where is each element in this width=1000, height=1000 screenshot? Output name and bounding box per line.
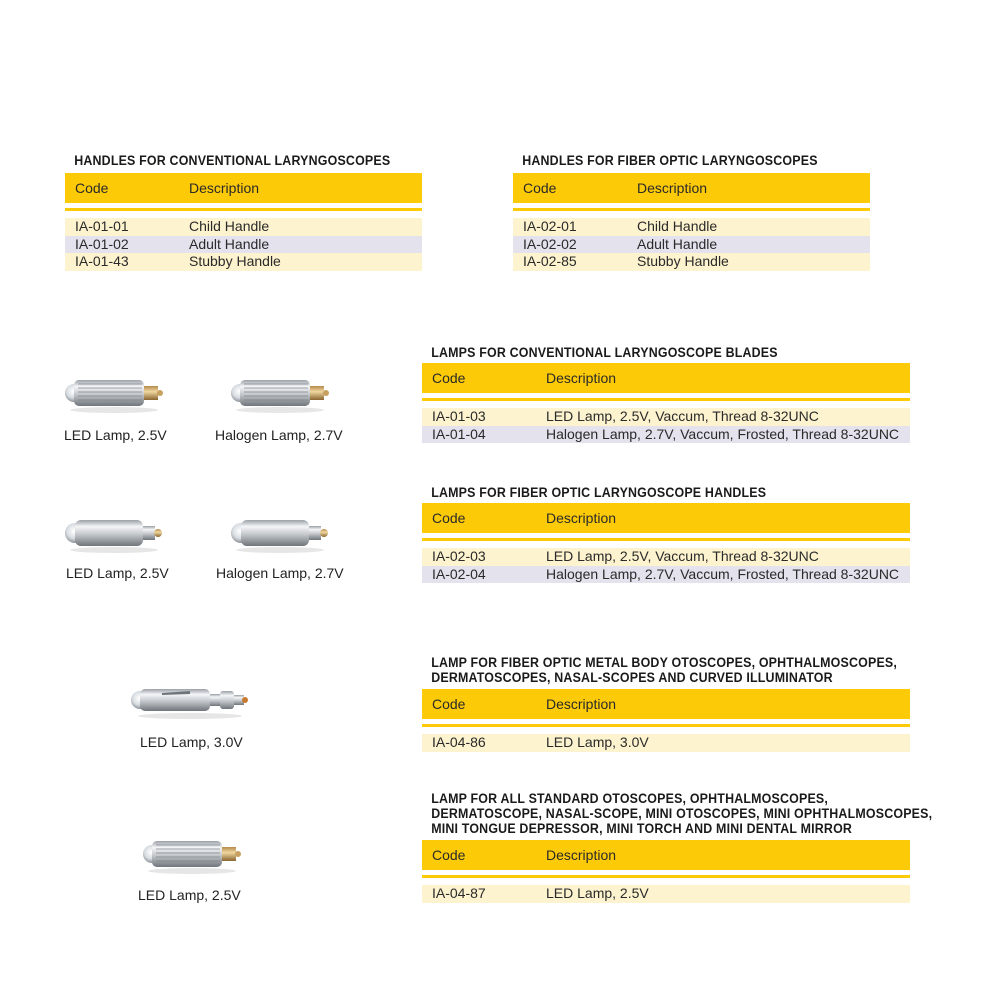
table-title: LAMPS FOR FIBER OPTIC LARYNGOSCOPE HANDLES (431, 485, 767, 500)
table-header (513, 173, 870, 203)
smooth-led-lamp-icon (62, 514, 166, 554)
row-description: Child Handle (637, 218, 718, 234)
table-row (422, 408, 910, 426)
table-title-line: LAMP FOR FIBER OPTIC METAL BODY OTOSCOPES, OPHTHALMOSCOPES, (431, 655, 898, 670)
table-lamps-conventional-blades (422, 345, 910, 443)
lamp-caption: LED Lamp, 2.5V (64, 427, 167, 443)
col-code-header: Code (432, 847, 466, 863)
lamp-caption: LED Lamp, 3.0V (140, 734, 243, 750)
row-code: IA-01-01 (75, 218, 129, 234)
table-header (422, 840, 910, 870)
col-description-header: Description (546, 510, 617, 526)
table-row (513, 253, 870, 271)
table-title: LAMPS FOR CONVENTIONAL LARYNGOSCOPE BLADES (431, 345, 778, 360)
table-row (422, 734, 910, 752)
row-code: IA-01-03 (432, 408, 486, 424)
lamp-caption: LED Lamp, 2.5V (138, 887, 241, 903)
row-description: Halogen Lamp, 2.7V, Vaccum, Frosted, Thread 8-32UNC (546, 565, 900, 582)
table-header (422, 689, 910, 719)
row-description: LED Lamp, 3.0V (546, 734, 649, 750)
lamp-caption: LED Lamp, 2.5V (66, 565, 169, 581)
row-code: IA-02-85 (523, 253, 577, 269)
table-title-line: DERMATOSCOPE, NASAL-SCOPE, MINI OTOSCOPES, MINI OPHTHALMOSCOPES, (431, 806, 933, 821)
table-title-line: MINI TONGUE DEPRESSOR, MINI TORCH AND MINI DENTAL MIRROR (431, 821, 853, 836)
col-code-header: Code (432, 510, 466, 526)
table-header (422, 503, 910, 533)
table-row (513, 236, 870, 254)
table-title-line: DERMATOSCOPES, NASAL-SCOPES AND CURVED ILLUMINATOR (431, 670, 833, 685)
smooth-halogen-lamp-icon (228, 514, 332, 554)
header-rule (422, 875, 910, 878)
table-row (422, 885, 910, 903)
col-description-header: Description (637, 180, 708, 196)
col-description-header: Description (546, 696, 617, 712)
col-code-header: Code (523, 180, 557, 196)
table-header (422, 363, 910, 393)
row-description: Stubby Handle (637, 253, 729, 269)
row-description: LED Lamp, 2.5V, Vaccum, Thread 8-32UNC (546, 408, 819, 424)
row-description: LED Lamp, 2.5V (546, 885, 649, 901)
table-handles-fiber-optic (513, 153, 870, 271)
header-rule (422, 538, 910, 541)
row-code: IA-01-43 (75, 253, 129, 269)
header-rule (422, 724, 910, 727)
row-code: IA-04-86 (432, 734, 486, 750)
table-handles-conventional (65, 153, 422, 271)
table-row (422, 426, 910, 444)
row-code: IA-01-04 (432, 425, 486, 442)
table-row (422, 566, 910, 584)
row-code: IA-02-02 (523, 235, 577, 252)
row-description: Child Handle (189, 218, 270, 234)
row-description: LED Lamp, 2.5V, Vaccum, Thread 8-32UNC (546, 548, 819, 564)
table-lamp-metal-body-otoscopes (422, 655, 910, 752)
header-rule (513, 208, 870, 211)
table-row (422, 548, 910, 566)
lamp-caption: Halogen Lamp, 2.7V (216, 565, 344, 581)
col-code-header: Code (432, 696, 466, 712)
table-title-line: LAMP FOR ALL STANDARD OTOSCOPES, OPHTHALMOSCOPES, (431, 791, 829, 806)
lamp-caption: Halogen Lamp, 2.7V (215, 427, 343, 443)
table-row (513, 218, 870, 236)
row-description: Adult Handle (189, 235, 270, 252)
long-led-lamp-icon (128, 684, 252, 720)
header-rule (65, 208, 422, 211)
col-description-header: Description (546, 847, 617, 863)
row-description: Adult Handle (637, 235, 718, 252)
row-code: IA-02-03 (432, 548, 486, 564)
table-lamp-standard-otoscopes (422, 791, 933, 903)
ribbed-halogen-lamp-icon (228, 374, 332, 414)
row-code: IA-02-04 (432, 565, 486, 582)
table-lamps-fiber-optic-handles (422, 485, 910, 583)
col-code-header: Code (432, 370, 466, 386)
row-code: IA-04-87 (432, 885, 486, 901)
ribbed-led-lamp-icon (140, 835, 244, 875)
row-description: Halogen Lamp, 2.7V, Vaccum, Frosted, Thread 8-32UNC (546, 425, 900, 442)
table-title: HANDLES FOR CONVENTIONAL LARYNGOSCOPES (74, 153, 391, 168)
col-code-header: Code (75, 180, 109, 196)
table-row (65, 236, 422, 254)
header-rule (422, 398, 910, 401)
row-code: IA-01-02 (75, 235, 129, 252)
table-row (65, 253, 422, 271)
table-title: HANDLES FOR FIBER OPTIC LARYNGOSCOPES (522, 153, 818, 168)
col-description-header: Description (546, 370, 617, 386)
row-code: IA-02-01 (523, 218, 577, 234)
col-description-header: Description (189, 180, 260, 196)
row-description: Stubby Handle (189, 253, 281, 269)
table-header (65, 173, 422, 203)
ribbed-led-lamp-icon (62, 374, 166, 414)
table-row (65, 218, 422, 236)
